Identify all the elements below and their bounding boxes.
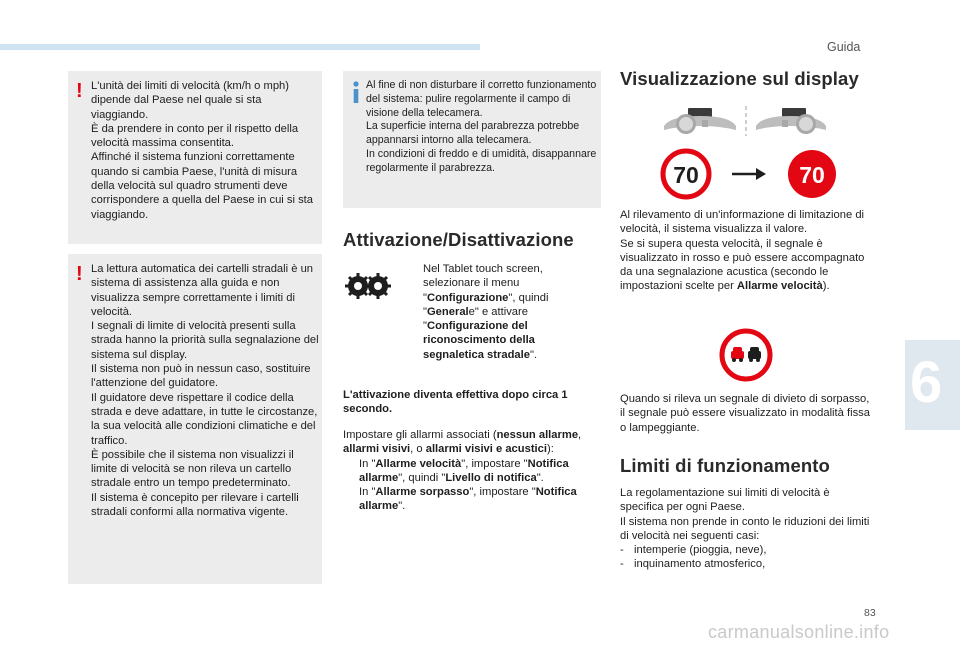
chapter-number: 6 — [910, 350, 943, 415]
list-item: In "Allarme velocità", impostare "Notifica allarme", quindi "Livello di notifica". — [343, 457, 601, 486]
page-number: 83 — [864, 607, 876, 619]
info-icon — [351, 81, 361, 103]
list-item: - intemperie (pioggia, neve), — [620, 544, 767, 557]
alarm-settings: Impostare gli allarmi associati (nessun allarme, allarmi visivi, o allarmi visivi e acustici): In "Allarme velocità", impostare "Notifica allarme", quindi "Livello di notifica". In "Allarme sorpasso", impostare "Notifica allarme". — [343, 428, 601, 514]
speed-sign-exceeded — [788, 150, 836, 198]
gears-icon — [344, 271, 392, 301]
svg-text:70: 70 — [799, 162, 825, 188]
section-heading-limits: Limiti di funzionamento — [620, 455, 830, 476]
exclamation-icon: ! — [76, 80, 83, 102]
warning-text-1: L'unità dei limiti di velocità (km/h o mph) dipende dal Paese nel quale si sta viaggiando. È da prendere in conto per il rispetto della velocità massima consentita. Affinché il sistema funzioni correttamente quando si cambia Paese, l'unità di misura della velocità sul quadro strumenti deve corrispondere a quella del Paese in cui si sta viaggiando. — [91, 80, 314, 221]
display-description: Al rilevamento di un'informazione di limitazione di velocità, il sistema visualizza il valore. Se si supera questa velocità, il segnale è visualizzato in rosso e può essere accompagnato da una segnalazione acustica (secondo le impostazioni scelte per Allarme velocità). — [620, 209, 865, 293]
bullet-icon — [343, 457, 359, 486]
activation-step: Nel Tablet touch screen, selezionare il menu "Configurazione", quindi "Generale" e attivare "Configurazione del riconoscimento della segnaletica stradale". — [407, 262, 572, 362]
watermark: carmanualsonline.info — [708, 622, 890, 642]
info-text: Al fine di non disturbare il corretto funzionamento del sistema: pulire regolarmente il campo di visione della telecamera. La superficie interna del parabrezza potrebbe appannarsi intorno alla telecamera. In condizioni di freddo e di umidità, disappannare regolarmente il parabrezza. — [366, 79, 597, 174]
warning-box-2 — [68, 254, 322, 584]
list-item: In "Allarme sorpasso", impostare "Notifica allarme". — [343, 485, 601, 514]
dashboard-right-icon — [756, 108, 826, 134]
info-box — [343, 71, 601, 208]
speed-sign-normal — [663, 151, 709, 197]
section-heading-display: Visualizzazione sul display — [620, 68, 859, 89]
exclamation-icon: ! — [76, 263, 83, 285]
section-heading-activation: Attivazione/Disattivazione — [343, 229, 574, 250]
svg-text:70: 70 — [673, 162, 699, 188]
warning-box-1 — [68, 71, 322, 244]
arrow-right-icon — [732, 168, 766, 180]
bullet-icon — [343, 485, 359, 514]
limits-description: La regolamentazione sui limiti di velocità è specifica per ogni Paese. Il sistema non prende in conto le riduzioni dei limiti di velocità nei seguenti casi: - intemperie (pioggia, neve), - inquinamento atmosferico, — [620, 486, 875, 572]
no-overtaking-sign-icon — [719, 328, 773, 382]
dashboard-left-icon — [664, 108, 736, 134]
warning-text-2: La lettura automatica dei cartelli stradali è un sistema di assistenza alla guida e non visualizza sempre correttamente i limiti di velocità. I segnali di limite di velocità presenti sulla strada hanno la priorità sulla segnalazione del sistema sul display. Il sistema non può in nessun caso, sostituire l'attenzione del guidatore. Il guidatore deve rispettare il codice della strada e deve adattare, in tutte le circostanze, la sua velocità alle condizioni climatiche e del traffico. È possibile che il sistema non visualizzi il limite di velocità se non rileva un cartello stradale entro un tempo predeterminato. Il sistema è concepito per rilevare i cartelli stradali conformi alla normativa vigente. — [91, 263, 319, 519]
header-bar — [0, 44, 480, 50]
bullet-icon — [407, 262, 423, 362]
display-figure — [660, 104, 850, 204]
activation-delay-note: L'attivazione diventa effettiva dopo circa 1 secondo. — [343, 389, 568, 416]
no-overtaking-description: Quando si rileva un segnale di divieto di sorpasso, il segnale può essere visualizzato in modalità fissa o lampeggiante. — [620, 393, 870, 434]
list-item: - inquinamento atmosferico, — [620, 558, 766, 571]
section-title: Guida — [827, 40, 861, 54]
